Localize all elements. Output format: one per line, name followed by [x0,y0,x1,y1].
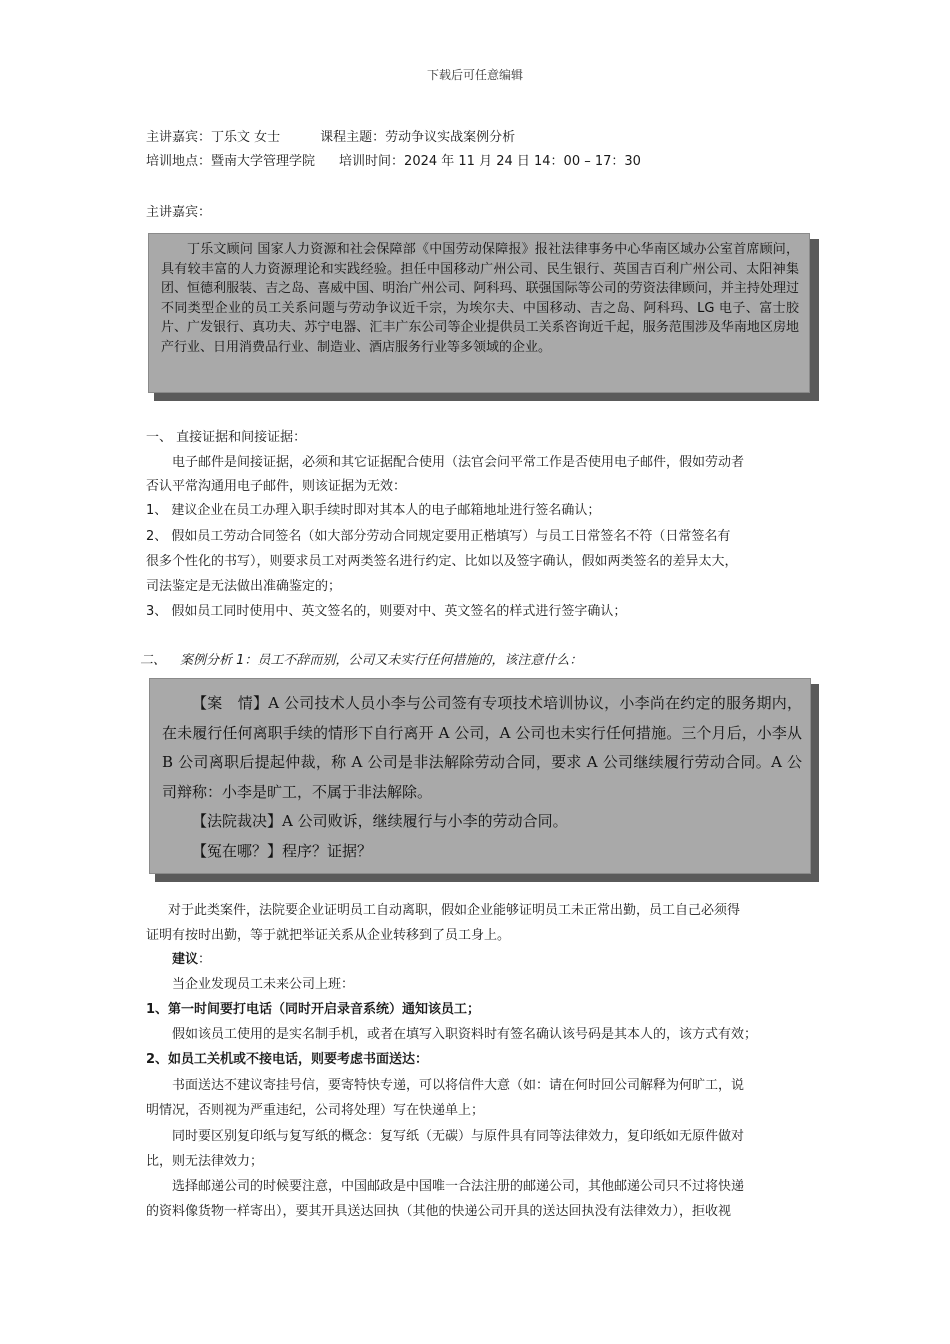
section1-item2-line3: 司法鉴定是无法做出准确鉴定的； [146,579,342,594]
advice-colon: ： [198,952,212,967]
case-question: 【冤在哪？】程序？证据？ [192,841,373,860]
section1-item2-line1: 2、 假如员工劳动合同签名（如大部分劳动合同规定要用正楷填写）与员工日常签名不符（日常签名有 [146,529,731,544]
location-value: 暨南大学管理学院 [211,154,316,169]
case-verdict: 【法院裁决】A 公司败诉，继续履行与小李的劳动合同。 [192,812,568,830]
advice-heading [172,950,211,970]
time-value: 2024 年 11 月 24 日 14：00 – 17：30 [404,154,641,169]
analysis-line2: 证明有按时出勤，等于就把举证关系从企业转移到了员工身上。 [146,928,511,943]
bio-heading: 主讲嘉宾： [146,205,212,220]
step1-desc: 假如该员工使用的是实名制手机，或者在填写入职资料时有签名确认该号码是其本人的，该方式有效； [172,1027,758,1042]
speaker-name: 丁乐文 女士 [211,130,281,145]
location-label: 培训地点： [146,154,212,169]
topic-label: 课程主题： [320,130,386,145]
section1-item1: 1、 建议企业在员工办理入职手续时即对其本人的电子邮箱地址进行签名确认； [146,503,601,518]
step1-title: 1、第一时间要打电话（同时开启录音系统）通知该员工； [146,1002,481,1017]
situation-text: 当企业发现员工未来公司上班： [172,977,355,992]
advice-label: 建议 [172,952,199,967]
analysis-line1: 对于此类案件，法院要企业证明员工自动离职，假如企业能够证明员工未正常出勤，员工自己必须得 [168,903,741,918]
case-box [149,678,811,874]
case-text: 【案 情】A 公司技术人员小李与公司签有专项技术培训协议，小李尚在约定的服务期内，在未履行任何离职手续的情形下自行离开 A 公司，A 公司也未实行任何措施。三个月后，小李从 B 公司离职后提起仲裁，称 A 公司是非法解除劳动合同，要求 A 公司继续履行劳动合同。A 公司辩称：小李是旷工，不属于非法解除。 [162,694,802,801]
section2-number: 二、 [140,653,167,668]
time-label: 培训时间： [339,154,405,169]
speaker-line [146,128,515,148]
section2-title-line [140,651,582,671]
bio-text: 丁乐文顾问 国家人力资源和社会保障部《中国劳动保障报》报社法律事务中心华南区域办公室首席顾问，具有较丰富的人力资源理论和实践经验。担任中国移动广州公司、民生银行、英国吉百利广州公司、太阳神集团、恒德利服装、吉之岛、喜威中国、明治广州公司、阿科玛、联强国际等公司的劳资法律顾问，并主持处理过不同类型企业的员工关系问题与劳动争议近千宗，为埃尔夫、中国移动、吉之岛、阿科玛、LG 电子、富士胶片、广发银行、真功夫、苏宁电器、汇丰广东公司等企业提供员工关系咨询近千起，服务范围涉及华南地区房地产行业、日用消费品行业、制造业、酒店服务行业等多领域的企业。 [161,242,799,355]
step2-para3-line1: 选择邮递公司的时候要注意，中国邮政是中国唯一合法注册的邮递公司，其他邮递公司只不过将快递 [172,1179,745,1194]
bio-box [148,233,810,393]
section2-title: 案例分析 1：员工不辞而别，公司又未实行任何措施的，该注意什么： [180,653,583,668]
step2-para1-line2: 明情况，否则视为严重违纪，公司将处理）写在快递单上； [146,1103,485,1118]
section1-item3: 3、 假如员工同时使用中、英文签名的，则要对中、英文签名的样式进行签字确认； [146,604,627,619]
location-line [146,152,641,172]
section1-title: 一、 直接证据和间接证据： [146,430,307,445]
topic-value: 劳动争议实战案例分析 [385,130,516,145]
step2-para3-line2: 的资料像货物一样寄出），要其开具送达回执（其他的快递公司开具的送达回执没有法律效力），拒收视 [146,1204,732,1219]
step2-title: 2、如员工关机或不接电话，则要考虑书面送达： [146,1052,429,1067]
step2-para2-line2: 比，则无法律效力； [146,1154,264,1169]
speaker-label: 主讲嘉宾： [146,130,212,145]
section1-intro-line2: 否认平常沟通用电子邮件，则该证据为无效： [146,479,407,494]
step2-para1-line1: 书面送达不建议寄挂号信，要寄特快专递，可以将信件大意（如：请在何时回公司解释为何旷工，说 [172,1078,745,1093]
section1-item2-line2: 很多个性化的书写），则要求员工对两类签名进行约定、比如以及签字确认，假如两类签名的差异太大， [146,554,738,569]
step2-para2-line1: 同时要区别复印纸与复写纸的概念：复写纸（无碳）与原件具有同等法律效力，复印纸如无原件做对 [172,1129,745,1144]
section1-intro-line1: 电子邮件是间接证据，必须和其它证据配合使用（法官会问平常工作是否使用电子邮件，假如劳动者 [172,455,745,470]
page-header-note: 下载后可任意编辑 [426,68,523,82]
